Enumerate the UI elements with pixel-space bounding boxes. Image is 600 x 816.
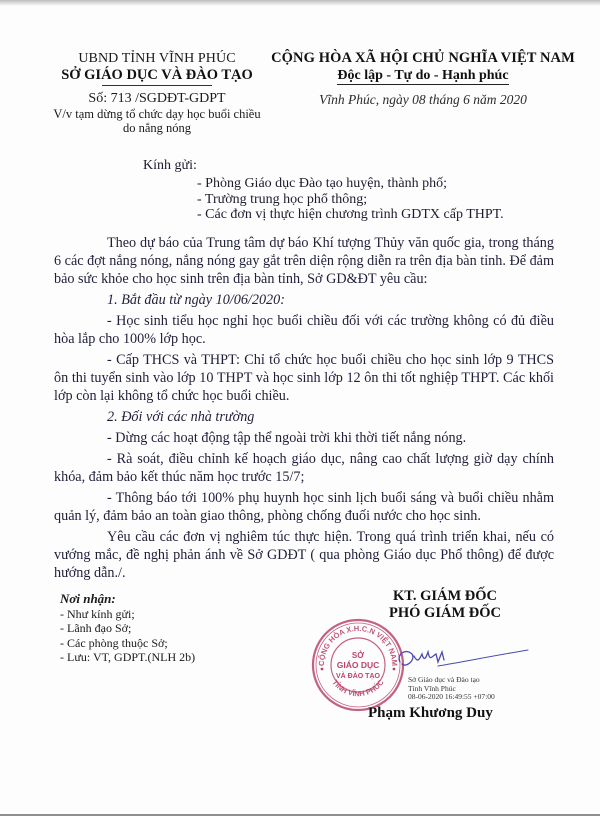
agency-name: SỞ GIÁO DỤC VÀ ĐÀO TẠO [61, 67, 253, 83]
agency-underline [102, 85, 212, 86]
section2-item: - Thông báo tới 100% phụ huynh học sinh lịch buổi sáng và buổi chiều nhằm quản lý, đảm bảo an toàn giao thông, phòng chống đuối nước cho học sinh. [54, 490, 554, 524]
svg-text:CỘNG HÒA X.H.C.N VIỆT NAM: CỘNG HÒA X.H.C.N VIỆT NAM [316, 623, 400, 667]
svg-text:GIÁO DỤC: GIÁO DỤC [336, 660, 380, 670]
national-header-block [258, 50, 588, 108]
section2-title: 2. Đối với các nhà trường [107, 409, 255, 425]
document-subject-line1: V/v tạm dừng tổ chức dạy học buổi chiều [53, 107, 261, 121]
page-top-edge [0, 0, 600, 6]
issuing-agency-block [52, 50, 262, 135]
distribution-list [60, 592, 195, 665]
signer-role-line2: PHÓ GIÁM ĐỐC [389, 605, 501, 621]
recipients-list [197, 176, 504, 223]
svg-text:VÀ ĐÀO TẠO: VÀ ĐÀO TẠO [336, 673, 380, 680]
intro-paragraph: Theo dự báo của Trung tâm dự báo Khí tượng Thủy văn quốc gia, trong tháng 6 các đợt nắng nóng, nắng nóng gay gắt trên diện rộng diễn ra trên địa bàn tỉnh. Để đảm bảo sức khỏe cho học sinh trên địa bàn tỉnh, Sở GD&ĐT yêu cầu: [54, 235, 554, 287]
handwritten-signature-icon [392, 640, 532, 680]
svg-text:SỞ: SỞ [351, 651, 365, 660]
distribution-item: - Các phòng thuộc Sở; [60, 635, 168, 650]
esign-timestamp: 08-06-2020 16:49:55 +07:00 [408, 692, 495, 701]
esign-province: Tỉnh Vĩnh Phúc [408, 683, 456, 693]
recipient-item: - Phòng Giáo dục Đào tạo huyện, thành phố; [197, 176, 448, 191]
recipient-item: - Trường trung học phổ thông; [197, 191, 368, 207]
section1-title: 1. Bắt đầu từ ngày 10/06/2020: [107, 292, 285, 308]
closing-paragraph: Yêu cầu các đơn vị nghiêm túc thực hiện. Trong quá trình triển khai, nếu có vướng mắc, đề nghị phản ánh về Sở GDĐT ( qua phòng Giáo dục Phổ thông) để được hướng dẫn./. [54, 529, 554, 581]
nation-title: CỘNG HÒA XÃ HỘI CHỦ NGHĨA VIỆT NAM [271, 50, 575, 66]
distribution-title: Nơi nhận: [60, 591, 116, 606]
national-motto [258, 67, 588, 84]
section1-item: - Học sinh tiểu học nghỉ học buổi chiều đối với các trường không có đủ điều hòa lắp cho 100% lớp học. [54, 313, 554, 347]
section1-item: - Cấp THCS và THPT: Chỉ tổ chức học buổi chiều cho học sinh lớp 9 THCS ôn thi tuyển sinh vào lớp 10 THPT và học sinh lớp 12 ôn thi tốt nghiệp THPT. Các khối lớp còn lại không tổ chức học buổi chiều. [54, 352, 554, 404]
signer-name: Phạm Khương Duy [368, 705, 493, 721]
document-subject-line2: do nắng nóng [122, 121, 192, 135]
recipient-item: - Các đơn vị thực hiện chương trình GDTX cấp THPT. [197, 207, 504, 222]
distribution-item: - Như kính gửi; [60, 606, 135, 621]
esign-org: Sở Giáo dục và Đào tạo [408, 675, 480, 684]
document-number: Số: 713 /SGDĐT-GDPT [88, 91, 226, 106]
motto-text: Độc lập - Tự do - Hạnh phúc [337, 68, 509, 83]
digital-signature-info [408, 676, 495, 702]
distribution-item: - Lãnh đạo Sở; [60, 621, 132, 635]
agency-parent: UBND TỈNH VĨNH PHÚC [78, 51, 236, 66]
svg-text:TỈNH VĨNH PHÚC: TỈNH VĨNH PHÚC [330, 677, 386, 699]
signer-role-line1: KT. GIÁM ĐỐC [392, 588, 498, 604]
document-body [54, 234, 554, 585]
place-and-date: Vĩnh Phúc, ngày 08 tháng 6 năm 2020 [319, 92, 527, 107]
distribution-item: - Lưu: VT, GDPT.(NLH 2b) [60, 650, 196, 664]
section2-item: - Rà soát, điều chỉnh kế hoạch giáo dục, nâng cao chất lượng giờ dạy chính khóa, đảm bảo kết thúc năm học trước 15/7; [54, 451, 554, 485]
recipients-label: Kính gửi: [143, 158, 197, 173]
section2-item: - Dừng các hoạt động tập thể ngoài trời khi thời tiết nắng nóng. [107, 430, 467, 446]
